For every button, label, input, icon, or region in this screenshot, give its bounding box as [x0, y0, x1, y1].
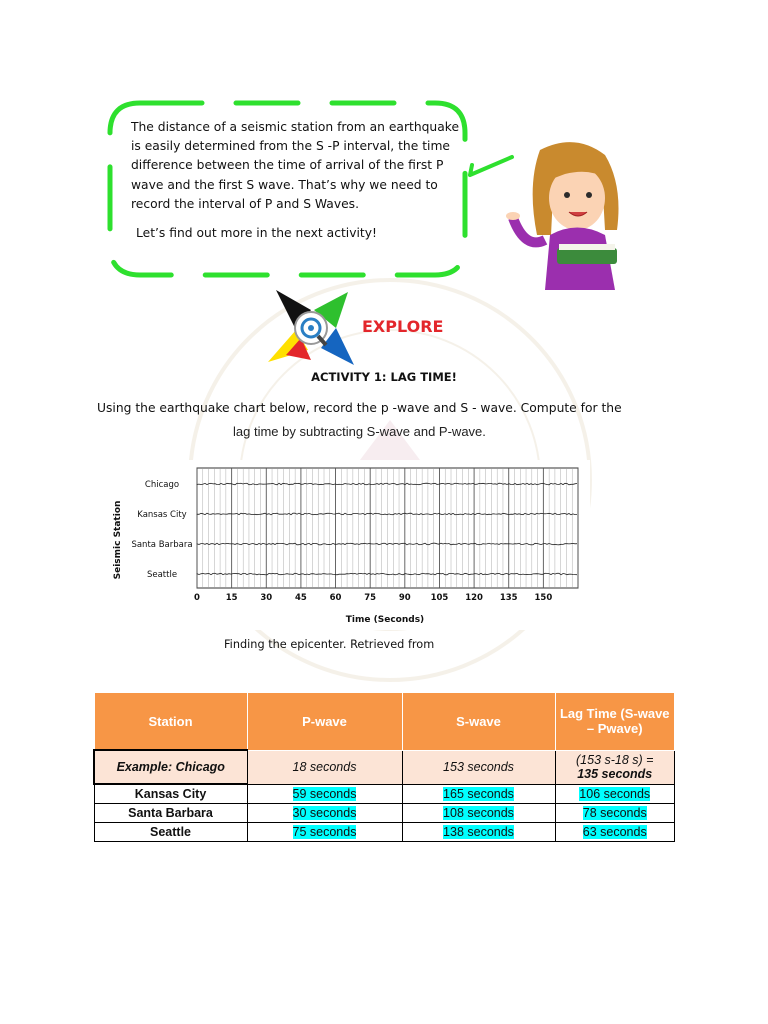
x-tick-label: 105 — [430, 593, 449, 603]
explore-logo-icon — [266, 290, 356, 370]
chart-caption: Finding the epicenter. Retrieved from — [224, 638, 435, 651]
x-tick-label: 120 — [465, 593, 483, 603]
s-wave-cell — [402, 804, 555, 823]
example-lag-formula: (153 s-18 s) = — [576, 753, 654, 767]
x-axis-label: Time (Seconds) — [345, 615, 425, 625]
station-cell: Seattle — [94, 823, 247, 842]
x-tick-label: 90 — [398, 593, 411, 603]
table-row-example — [94, 750, 675, 784]
header-s-wave: S-wave — [402, 693, 555, 751]
explore-heading: EXPLORE — [362, 317, 444, 336]
activity-title: ACTIVITY 1: LAG TIME! — [311, 370, 457, 384]
s-wave-value: 108 seconds — [443, 806, 514, 820]
example-station: Example: Chicago — [94, 750, 247, 784]
example-s-wave: 153 seconds — [402, 750, 555, 784]
station-label: Chicago — [144, 480, 180, 490]
s-wave-cell — [402, 784, 555, 804]
p-wave-value: 30 seconds — [292, 806, 357, 820]
lag-value: 63 seconds — [582, 825, 647, 839]
p-wave-value: 59 seconds — [292, 786, 357, 801]
callout-next-activity: Let’s find out more in the next activity! — [136, 226, 377, 241]
p-wave-value: 75 seconds — [292, 825, 357, 839]
x-tick-label: 15 — [225, 593, 238, 603]
lag-cell — [555, 804, 675, 823]
lag-cell — [555, 784, 675, 804]
seismograph-chart — [100, 460, 590, 630]
table-row — [94, 804, 675, 823]
lag-time-table — [93, 692, 675, 842]
s-wave-value: 165 seconds — [443, 786, 514, 801]
table-header-row — [94, 693, 675, 751]
example-lag-result: 135 seconds — [577, 767, 653, 781]
station-label: Seattle — [146, 570, 178, 580]
x-tick-label: 150 — [534, 593, 553, 603]
x-tick-label: 45 — [294, 593, 307, 603]
station-cell: Kansas City — [94, 784, 247, 804]
example-p-wave: 18 seconds — [247, 750, 402, 784]
p-wave-cell — [247, 823, 402, 842]
s-wave-cell — [402, 823, 555, 842]
p-wave-cell — [247, 804, 402, 823]
station-cell: Santa Barbara — [94, 804, 247, 823]
lag-cell — [555, 823, 675, 842]
x-tick-label: 30 — [260, 593, 273, 603]
callout-paragraph: The distance of a seismic station from an earthquake is easily determined from the S -P interval, the time difference between the time of arrival of the first P wave and the first S wave. That’s why we need to record the interval of P and S Waves. — [131, 120, 460, 211]
x-tick-label: 135 — [499, 593, 518, 603]
header-lag-time: Lag Time (S-wave – Pwave) — [555, 693, 675, 751]
x-tick-label: 0 — [194, 593, 200, 603]
x-tick-label: 75 — [364, 593, 377, 603]
lag-value: 106 seconds — [579, 786, 651, 801]
instruction-line-1: Using the earthquake chart below, record the p -wave and S - wave. Compute for the — [97, 401, 622, 415]
station-label: Santa Barbara — [131, 540, 193, 550]
x-tick-label: 60 — [329, 593, 342, 603]
p-wave-cell — [247, 784, 402, 804]
teacher-illustration — [505, 140, 630, 290]
instruction-line-2: lag time by subtracting S-wave and P-wave. — [233, 424, 486, 439]
station-label: Kansas City — [137, 510, 187, 520]
table-row — [94, 784, 675, 804]
lag-value: 78 seconds — [582, 806, 647, 820]
y-axis-label: Seismic Station — [113, 500, 123, 580]
header-p-wave: P-wave — [247, 693, 402, 751]
example-lag — [555, 750, 675, 784]
callout-text — [131, 118, 461, 243]
s-wave-value: 138 seconds — [443, 825, 514, 839]
header-station: Station — [94, 693, 247, 751]
table-row — [94, 823, 675, 842]
